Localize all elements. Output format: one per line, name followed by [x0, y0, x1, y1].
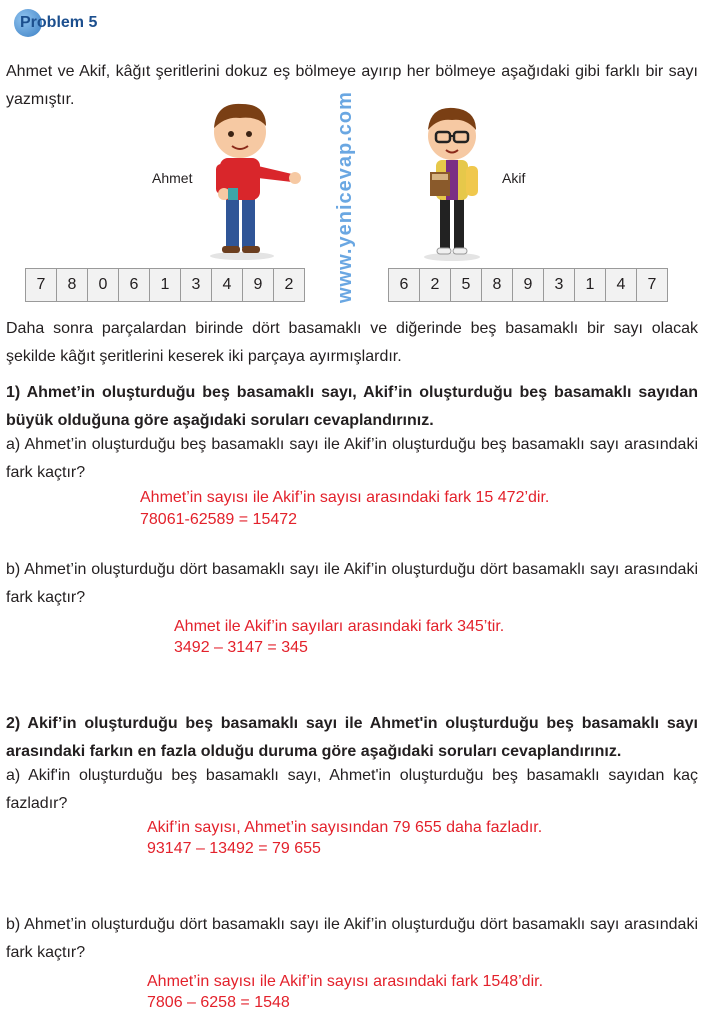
akif-strip-cell: 9	[513, 269, 544, 301]
akif-strip-cell: 8	[482, 269, 513, 301]
q2-title: 2) Akif’in oluşturduğu beş basamaklı sayı ile Ahmet'in oluşturduğu beş basamaklı sayı arasındaki farkın en fazla olduğu duruma göre aşağıdaki soruları cevaplandırınız.	[6, 715, 698, 760]
akif-strip-cell: 2	[420, 269, 451, 301]
akif-strip-cell: 5	[451, 269, 482, 301]
q2a-answer-line1: Akif’in sayısı, Ahmet’in sayısından 79 655 daha fazladır.	[147, 819, 543, 836]
q1a-answer-line1: Ahmet’in sayısı ile Akif’in sayısı arasındaki fark 15 472’dir.	[140, 489, 550, 506]
akif-number-strip	[388, 268, 668, 302]
problem-title: Problem 5	[20, 14, 98, 31]
q2a-question: a) Akif'in oluşturduğu beş basamaklı sayı, Ahmet'in oluşturduğu beş basamaklı sayıdan kaç fazladır?	[6, 767, 698, 812]
q1a-question: a) Ahmet’in oluşturduğu beş basamaklı sayı ile Akif’in oluşturduğu beş basamaklı sayı arasındaki fark kaçtır?	[6, 436, 698, 481]
akif-strip-cell: 6	[389, 269, 420, 301]
akif-strip-cell: 1	[575, 269, 606, 301]
ahmet-strip-cell: 6	[119, 269, 150, 301]
ahmet-label: Ahmet	[152, 170, 193, 186]
ahmet-strip-cell: 0	[88, 269, 119, 301]
watermark-text: www.yenicevap.com	[334, 91, 356, 303]
q2b-answer-line2: 7806 – 6258 = 1548	[147, 994, 290, 1011]
q1b-answer-line1: Ahmet ile Akif’in sayıları arasındaki fark 345’tir.	[174, 618, 505, 635]
ahmet-strip-cell: 4	[212, 269, 243, 301]
akif-strip-cell: 7	[637, 269, 667, 301]
akif-illustration	[410, 100, 500, 262]
intro-paragraph: Ahmet ve Akif, kâğıt şeritlerini dokuz eş bölmeye ayırıp her bölmeye aşağıdaki gibi farklı bir sayı yazmıştır.	[6, 63, 698, 108]
after-paragraph: Daha sonra parçalardan birinde dört basamaklı ve diğerinde beş basamaklı bir sayı olacak şekilde kâğıt şeritlerini keserek iki parçaya ayırmışlardır.	[6, 320, 698, 365]
q1b-question: b) Ahmet’in oluşturduğu dört basamaklı sayı ile Akif’in oluşturduğu dört basamaklı sayı arasındaki fark kaçtır?	[6, 561, 698, 606]
watermark	[327, 88, 357, 308]
q1b-answer-line2: 3492 – 3147 = 345	[174, 639, 308, 656]
q1-title: 1) Ahmet’in oluşturduğu beş basamaklı sayı, Akif’in oluşturduğu beş basamaklı sayıdan büyük olduğuna göre aşağıdaki soruları cevaplandırınız.	[6, 384, 698, 429]
ahmet-strip-cell: 3	[181, 269, 212, 301]
q2a-answer-line2: 93147 – 13492 = 79 655	[147, 840, 321, 857]
akif-label: Akif	[502, 170, 526, 186]
ahmet-illustration	[200, 96, 305, 261]
ahmet-strip-cell: 9	[243, 269, 274, 301]
ahmet-strip-cell: 2	[274, 269, 304, 301]
q2b-answer-line1: Ahmet’in sayısı ile Akif’in sayısı arasındaki fark 1548’dir.	[147, 973, 544, 990]
akif-strip-cell: 3	[544, 269, 575, 301]
ahmet-strip-cell: 1	[150, 269, 181, 301]
q1a-answer-line2: 78061-62589 = 15472	[140, 511, 298, 528]
ahmet-number-strip	[25, 268, 305, 302]
q2b-question: b) Ahmet’in oluşturduğu dört basamaklı sayı ile Akif’in oluşturduğu dört basamaklı sayı arasındaki fark kaçtır?	[6, 916, 698, 961]
akif-strip-cell: 4	[606, 269, 637, 301]
ahmet-strip-cell: 8	[57, 269, 88, 301]
ahmet-strip-cell: 7	[26, 269, 57, 301]
